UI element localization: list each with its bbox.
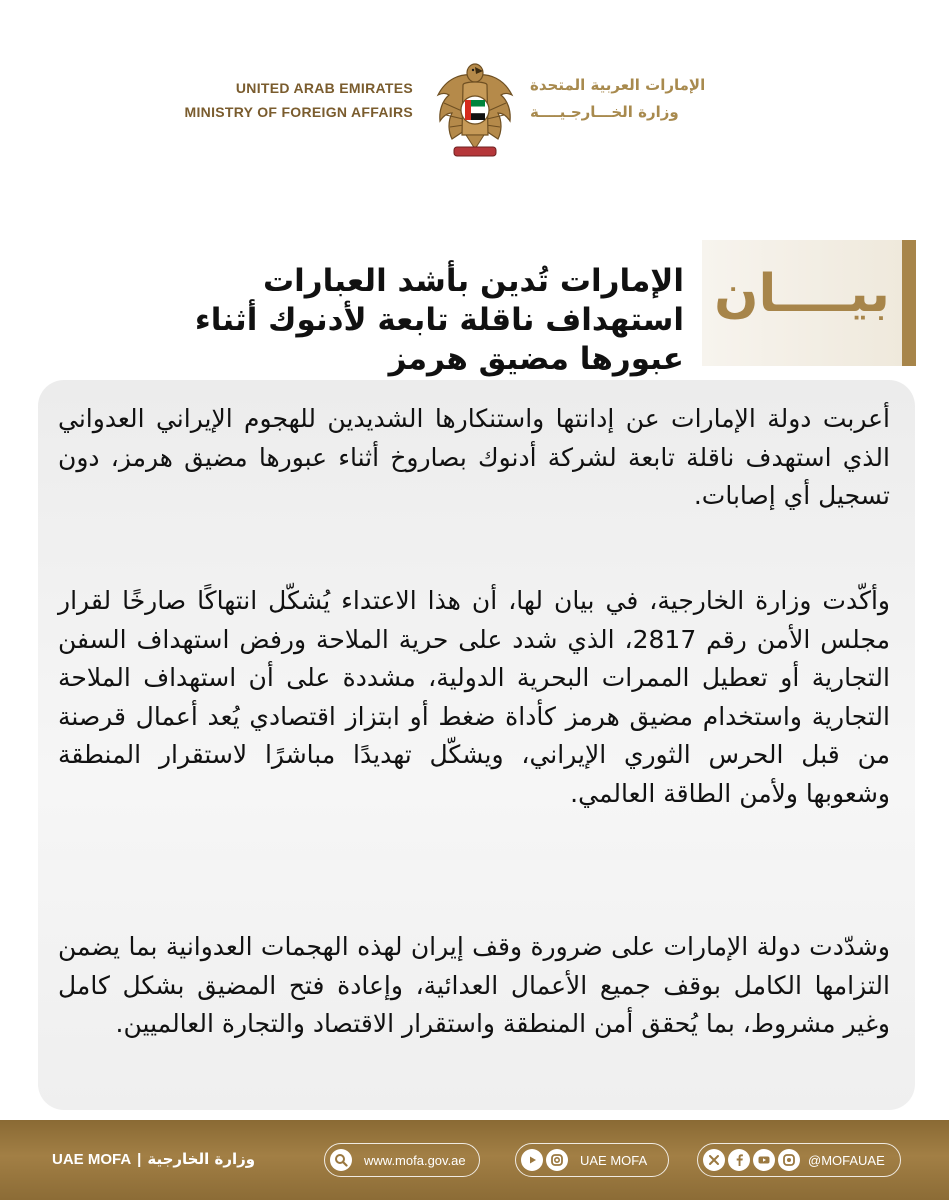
english-country-name: UNITED ARAB EMIRATES: [235, 80, 413, 96]
body-paragraph-1: أعربت دولة الإمارات عن إدانتها واستنكارها الشديدين للهجوم الإيراني العدواني الذي استهدف ناقلة تابعة لشركة أدنوك بصاروخ أثناء عبورها مضيق هرمز، دون تسجيل أي إصابات.: [58, 404, 890, 510]
x-icon: [703, 1149, 725, 1171]
video-icon: [753, 1149, 775, 1171]
social-links[interactable]: [697, 1143, 901, 1177]
english-ministry-name: [185, 76, 413, 124]
english-ministry-label: MINISTRY OF FOREIGN AFFAIRS: [184, 104, 413, 120]
social-icon: [778, 1149, 800, 1171]
arabic-ministry-label: وزارة الخـــارجـيــــة: [530, 103, 679, 121]
footer-bar: [0, 1120, 949, 1200]
arabic-ministry-name: [530, 72, 705, 126]
video-channel-link[interactable]: [515, 1143, 669, 1177]
brand-separator: |: [137, 1151, 142, 1168]
instagram-icon: [546, 1149, 568, 1171]
arabic-country-name: الإمارات العربية المتحدة: [530, 76, 706, 94]
footer-brand: [52, 1150, 255, 1168]
letterhead: [0, 0, 949, 200]
brand-arabic: وزارة الخارجية: [147, 1150, 256, 1168]
search-icon: [330, 1149, 352, 1171]
video-handle: UAE MOFA: [580, 1152, 648, 1168]
body-paragraph-3: وشدّدت دولة الإمارات على ضرورة وقف إيران لهذه الهجمات العدوانية بما يضمن التزامها الكامل بوقف جميع الأعمال العدائية، وإعادة فتح المضيق بشكل كامل وغير مشروط، بما يُحقق أمن المنطقة واستقرار الاقتصاد والتجارة العالميين.: [58, 932, 890, 1038]
facebook-icon: [728, 1149, 750, 1171]
brand-english: UAE MOFA: [52, 1151, 132, 1168]
website-link[interactable]: [324, 1143, 480, 1177]
body-paragraph-2: وأكّدت وزارة الخارجية، في بيان لها، أن هذا الاعتداء يُشكّل انتهاكًا صارخًا لقرار مجلس الأمن رقم 2817، الذي شدد على حرية الملاحة ورفض استهداف السفن التجارية أو تعطيل الممرات البحرية الدولية، مشددة على أن استهداف الملاحة التجارية واستخدام مضيق هرمز كأداة ضغط أو ابتزاز اقتصادي يُعد أعمال قرصنة من قبل الحرس الثوري الإيراني، ويشكّل تهديدًا مباشرًا لاستقرار المنطقة وشعوبها ولأمن الطاقة العالمي.: [58, 586, 890, 808]
youtube-icon: [521, 1149, 543, 1171]
website-url: www.mofa.gov.ae: [364, 1152, 466, 1168]
statement-label: بيــــان: [714, 264, 890, 324]
statement-banner: [702, 240, 916, 366]
social-handle: @MOFAUAE: [808, 1152, 885, 1168]
statement-headline: الإمارات تُدين بأشد العبارات استهداف ناقلة تابعة لأدنوك أثناء عبورها مضيق هرمز: [194, 263, 684, 377]
uae-falcon-emblem-icon: [430, 55, 520, 160]
